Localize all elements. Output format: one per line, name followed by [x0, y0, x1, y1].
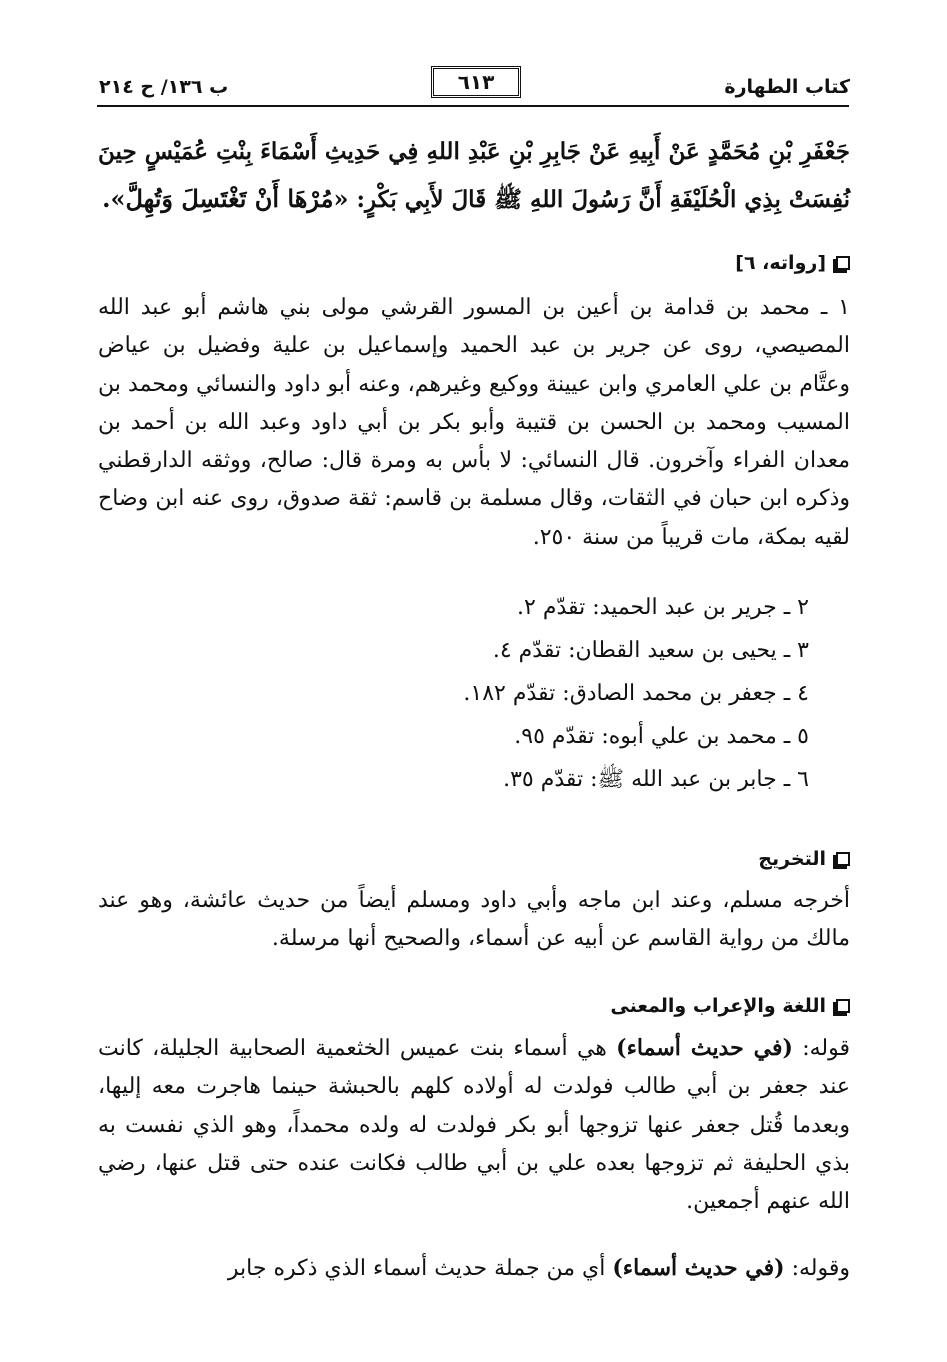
list-item: ٣ ـ يحيى بن سعيد القطان: تقدّم ٤. — [492, 638, 809, 663]
paragraph-body: أي من جملة حديث أسماء الذي ذكره جابر — [227, 1256, 613, 1281]
narrators-heading-label: [رواته، ٦] — [735, 252, 826, 274]
hadith-body: جَعْفَرِ بْنِ مُحَمَّدٍ عَنْ أَبِيهِ عَنْ جَابِرِ بْنِ عَبْدِ اللهِ فِي حَدِيثِ أَسْمَاءَ بِنْتِ عُمَيْسٍ حِينَ نُفِسَتْ بِذِي الْحُلَيْفَةِ أَنَّ رَسُولَ اللهِ ﷺ قَالَ لأَبِي بَكْرٍ: — [98, 138, 850, 213]
header-rule — [97, 105, 849, 107]
list-item: ٤ ـ جعفر بن محمد الصادق: تقدّم ١٨٢. — [463, 681, 809, 706]
list-item: ٢ ـ جرير بن عبد الحميد: تقدّم ٢. — [517, 595, 809, 620]
paragraph-prefix: قوله: — [792, 1036, 850, 1061]
square-bullet-icon — [836, 256, 850, 270]
page-number: ٦١٣ — [431, 66, 521, 98]
language-heading — [610, 995, 850, 1017]
quoted-phrase: (في حديث أسماء) — [612, 1255, 785, 1281]
list-item: ٦ ـ جابر بن عبد الله ﷺ: تقدّم ٣٥. — [503, 767, 809, 792]
narrators-list — [463, 586, 809, 801]
paragraph-body: هي أسماء بنت عميس الخثعمية الصحابية الجليلة، كانت عند جعفر بن أبي طالب فولدت له أولاده كلهم بالحبشة حينما هاجرت معه إليها، وبعدما قُتل جعفر عنها تزوجها أبو بكر فولدت له ولده محمداً، وهو الذي نفست به بذي الحليفة ثم تزوجها بعده علي بن أبي طالب فكانت عنده حتى قتل عنها، رضي الله عنهم أجمعين. — [98, 1036, 850, 1215]
language-paragraph-2 — [98, 1249, 850, 1288]
chapter-title: كتاب الطهارة — [724, 76, 850, 98]
paragraph-prefix: وقوله: — [784, 1256, 850, 1281]
square-bullet-icon — [836, 999, 850, 1013]
takhrij-heading — [758, 848, 850, 870]
takhrij-heading-label: التخريج — [758, 848, 826, 870]
square-bullet-icon — [836, 852, 850, 866]
list-item: ٥ ـ محمد بن علي أبوه: تقدّم ٩٥. — [514, 724, 809, 749]
language-heading-label: اللغة والإعراب والمعنى — [610, 995, 826, 1017]
hadith-quote: «مُرْهَا أَنْ تَغْتَسِلَ وَتُهِلَّ». — [102, 184, 349, 213]
narrators-heading — [735, 252, 850, 274]
hadith-reference: ب ١٣٦/ ح ٢١٤ — [99, 76, 229, 98]
hadith-text — [98, 128, 850, 223]
quoted-phrase: (في حديث أسماء) — [616, 1035, 793, 1061]
narrator-1-paragraph: ١ ـ محمد بن قدامة بن أعين بن المسور القرشي مولى بني هاشم أبو عبد الله المصيصي، روى عن جرير بن عبد الحميد وإسماعيل بن علية وفضيل بن عياض وعتَّام بن علي العامري وابن عيينة ووكيع وغيرهم، وعنه أبو داود والنسائي ومحمد بن المسيب ومحمد بن الحسن بن قتيبة وأبو بكر بن أبي داود وعبد الله بن أحمد بن معدان الفراء وآخرون. قال النسائي: لا بأس به ومرة قال: صالح، ووثقه الدارقطني وذكره ابن حبان في الثقات، وقال مسلمة بن قاسم: ثقة صدوق، روى عنه ابن وضاح لقيه بمكة، مات قريباً من سنة ٢٥٠. — [98, 295, 850, 550]
language-paragraph-1 — [98, 1029, 850, 1221]
takhrij-paragraph: أخرجه مسلم، وعند ابن ماجه وأبي داود ومسلم أيضاً من حديث عائشة، وهو عند مالك من رواية القاسم عن أبيه عن أسماء، والصحيح أنها مرسلة. — [98, 888, 850, 952]
